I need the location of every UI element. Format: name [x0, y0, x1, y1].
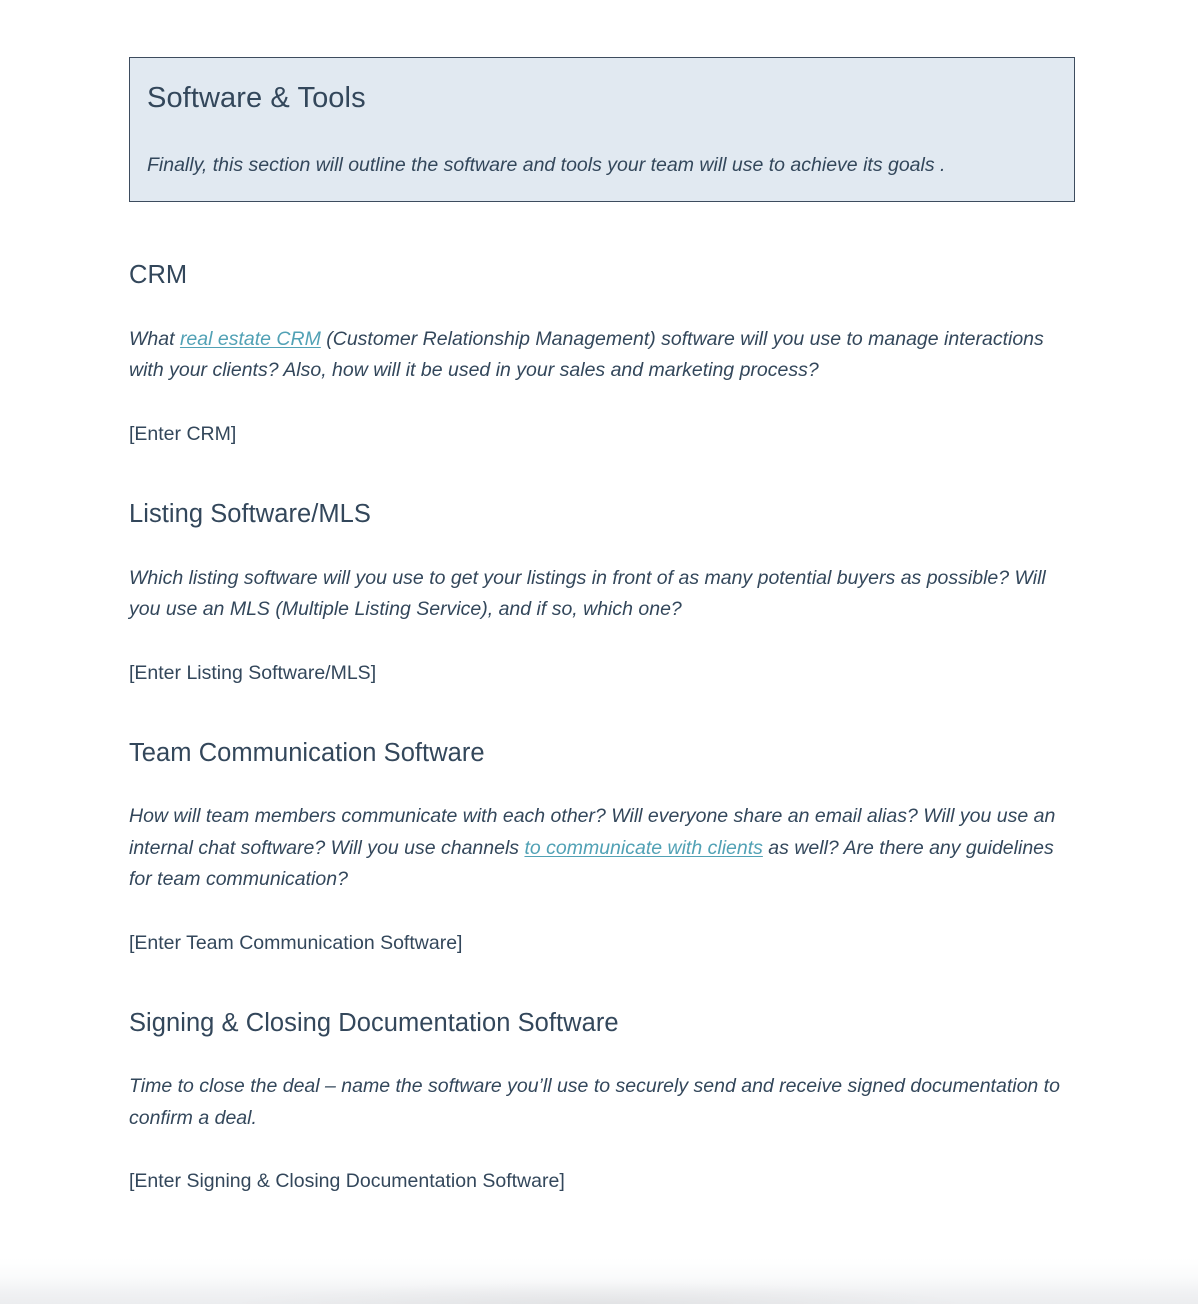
section-heading-listing-software-mls: Listing Software/MLS	[129, 499, 371, 528]
section-body-crm	[129, 324, 1069, 387]
callout-body-period: .	[940, 154, 946, 177]
section-body-text-before-link: How will team members communicate with each other? Will everyone share an email alias? Will you use an internal chat software? Will you use channels	[129, 805, 1056, 859]
section-body-text-before-link: What	[129, 327, 180, 350]
section-body-listing-software-mls	[129, 563, 1069, 626]
section-heading-team-communication-software: Team Communication Software	[129, 738, 485, 767]
section-heading-crm: CRM	[129, 261, 188, 290]
section-placeholder-team-communication-software[interactable]: [Enter Team Communication Software]	[129, 931, 463, 954]
section-listing-software-mls	[129, 499, 1075, 689]
section-placeholder-crm[interactable]: [Enter CRM]	[129, 422, 237, 445]
section-body-text-after-link: (Customer Relationship Management) software will you use to manage interactions with your clients? Also, how will it be used in your sales and marketing process?	[129, 327, 1044, 382]
section-placeholder-signing-closing-documentation-software[interactable]: [Enter Signing & Closing Documentation Software]	[129, 1170, 565, 1193]
software-tools-callout	[129, 57, 1075, 202]
section-body-signing-closing-documentation-software	[129, 1071, 1069, 1134]
callout-body-text: Finally, this section will outline the software and tools your team will use to achieve its goals	[147, 154, 935, 177]
callout-body	[147, 149, 1060, 181]
document-content	[129, 0, 1075, 1197]
section-body-team-communication-software	[129, 801, 1069, 896]
section-crm	[129, 260, 1075, 450]
section-team-communication-software	[129, 738, 1075, 959]
section-signing-closing-documentation-software	[129, 1008, 1075, 1198]
section-body-text-after-link: as well? Are there any guidelines for team communication?	[129, 836, 1054, 891]
page-bottom-shadow	[0, 1258, 1198, 1304]
section-heading-signing-closing-documentation-software: Signing & Closing Documentation Software	[129, 1008, 619, 1037]
section-body-text: Time to close the deal – name the software you’ll use to securely send and receive signed documentation to confirm a deal.	[129, 1075, 1060, 1129]
callout-title: Software & Tools	[147, 82, 366, 114]
section-placeholder-listing-software-mls[interactable]: [Enter Listing Software/MLS]	[129, 661, 377, 684]
communicate-with-clients-link[interactable]: to communicate with clients	[524, 836, 763, 859]
section-body-text: Which listing software will you use to get your listings in front of as many potential buyers as possible? Will you use an MLS (Multiple Listing Service), and if so, which one?	[129, 566, 1046, 621]
real-estate-crm-link[interactable]: real estate CRM	[179, 327, 321, 350]
